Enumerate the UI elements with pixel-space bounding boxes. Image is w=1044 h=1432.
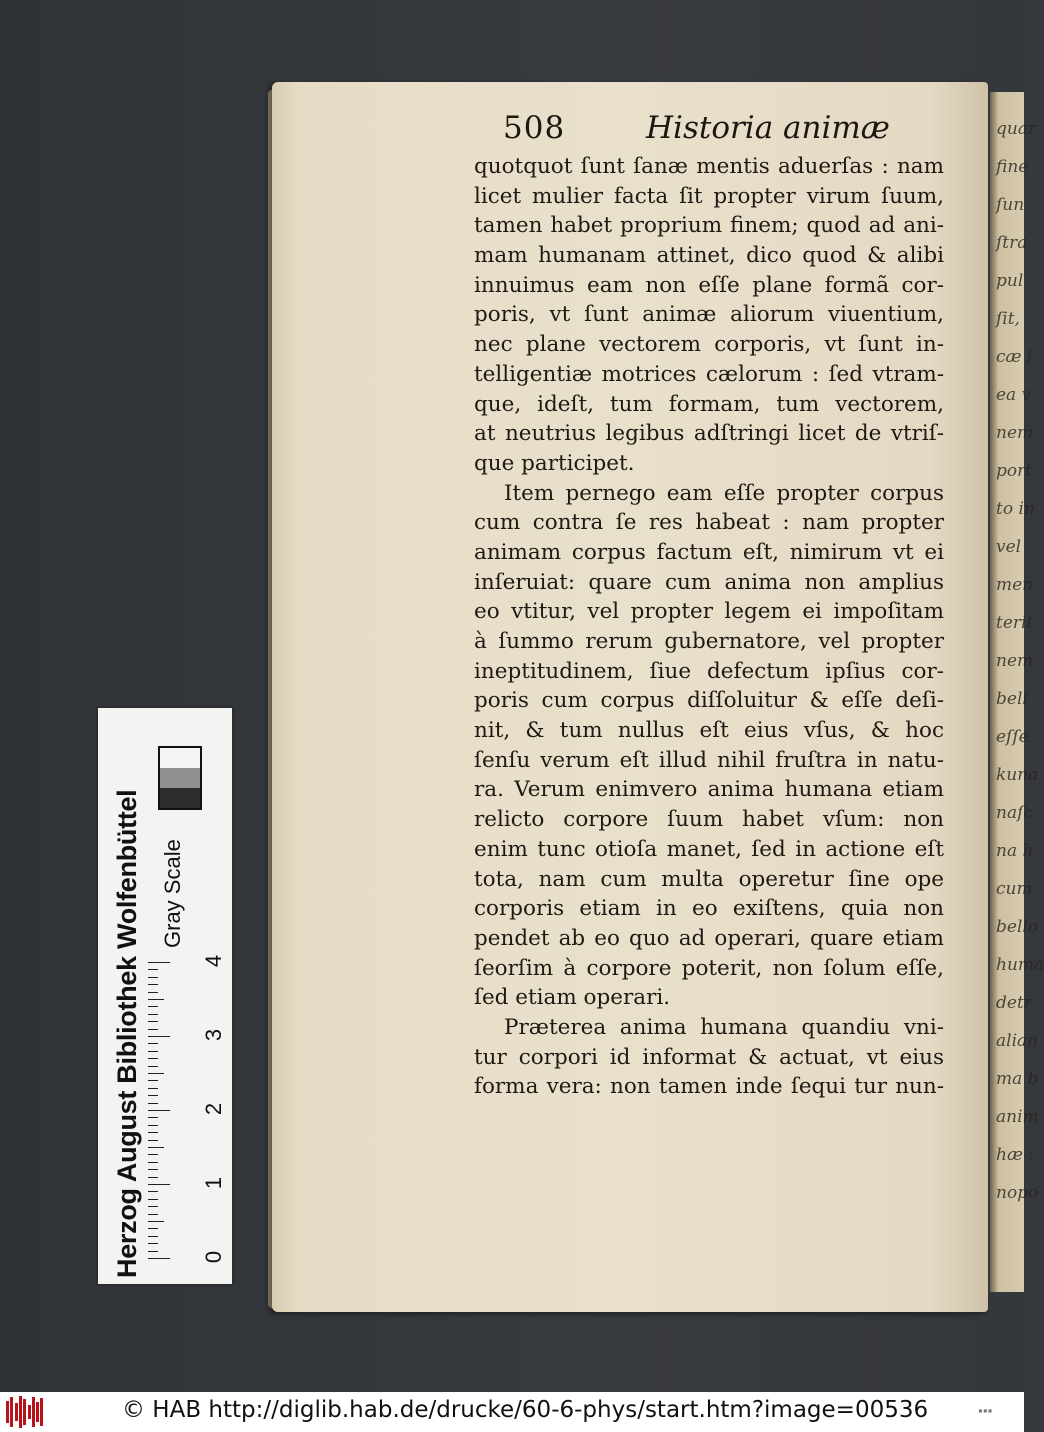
facing-page-fragment: pul: [996, 271, 1024, 291]
facing-page-fragment: vel: [996, 537, 1022, 557]
facing-page-fragment: kuna: [996, 765, 1039, 785]
text-line: telligentiæ motrices cælorum : ſed vtram-: [474, 361, 944, 387]
ruler-tick: [148, 1228, 158, 1229]
facing-page-fragment: eſſe: [996, 727, 1029, 747]
text-line: nit, & tum nullus eſt eius vſus, & hoc: [474, 718, 944, 744]
ruler-number: 0: [201, 1250, 227, 1264]
logo-bar: [32, 1397, 35, 1427]
facing-page-fragment: ma b: [996, 1069, 1039, 1089]
ruler-tick: [148, 1206, 158, 1207]
facing-page-fragment: ſit,: [996, 309, 1020, 329]
ruler-tick: [148, 1043, 158, 1044]
ruler-tick: [148, 977, 158, 978]
ruler-tick: [148, 1199, 158, 1200]
ruler-tick: [148, 1132, 158, 1133]
ruler-tick: [148, 1162, 158, 1163]
text-line: poris, vt ſunt animæ aliorum viuentium,: [474, 302, 944, 328]
text-line: ineptitudinem, ſiue defectum ipſius cor-: [474, 658, 944, 684]
facing-page-fragment: anim: [996, 1107, 1039, 1127]
text-line: ſenſu verum eſt illud nihil fruſtra in natu-: [474, 747, 944, 773]
text-line: eo vtitur, vel propter legem ei impoſitam: [474, 599, 944, 625]
facing-page-fragment: hæ :: [996, 1145, 1035, 1165]
facing-page-fragment: bello: [996, 917, 1039, 937]
page-header: [503, 110, 953, 150]
text-line: Item pernego eam eſſe propter corpus: [504, 480, 944, 506]
running-title: Historia animæ: [646, 110, 890, 146]
facing-page-fragment: cum: [996, 879, 1033, 899]
ruler-tick: [148, 1191, 158, 1192]
ruler-number: 3: [201, 1028, 227, 1042]
logo-bar: [10, 1397, 13, 1427]
facing-page-fragment: nem: [996, 651, 1034, 671]
ruler-institution-label: Herzog August Bibliothek Wolfenbüttel: [112, 789, 142, 1278]
text-line: que, ideſt, tum formam, tum vectorem,: [474, 391, 944, 417]
facing-page-fragment: cæ i: [996, 347, 1033, 367]
text-line: enim tunc otioſa manet, ſed in actione eſt: [474, 836, 944, 862]
ruler-tick: [148, 1014, 158, 1015]
ruler-tick: [148, 999, 164, 1000]
ruler-tick: [148, 1036, 170, 1037]
logo-bar: [15, 1403, 18, 1421]
facing-page-fragment: quar: [996, 119, 1037, 139]
ruler-tick: [148, 1103, 158, 1104]
facing-page-fragment: huma: [996, 955, 1044, 975]
gray-swatch: [160, 788, 200, 808]
text-line: Præterea anima humana quandiu vni-: [504, 1014, 944, 1040]
ruler-tick: [148, 1147, 164, 1148]
text-line: animam corpus factum eſt, nimirum vt ei: [474, 539, 944, 565]
ruler-tick: [148, 1154, 158, 1155]
text-line: tamen habet proprium finem; quod ad ani-: [474, 213, 944, 239]
text-line: nec plane vectorem corporis, vt ſunt in-: [474, 332, 944, 358]
ruler-number: 1: [201, 1176, 227, 1190]
ruler-tick: [148, 1117, 158, 1118]
footer-bar: [0, 1392, 1024, 1432]
text-line: relicto corpore ſuum habet vſum: non: [474, 807, 944, 833]
ruler-tick: [148, 1177, 158, 1178]
facing-page-fragment: nopo: [996, 1183, 1039, 1203]
text-line: à ſummo rerum gubernatore, vel propter: [474, 629, 944, 654]
facing-page-fragment: nem: [996, 423, 1034, 443]
logo-bar: [36, 1402, 39, 1422]
ruler-tick: [148, 1236, 158, 1237]
ruler-tick: [148, 1125, 158, 1126]
facing-page-fragment: ſtra: [996, 233, 1028, 253]
ruler-tick: [148, 969, 158, 970]
ruler-tick: [148, 1095, 158, 1096]
ruler-tick: [148, 1251, 158, 1252]
ruler-number: 2: [201, 1102, 227, 1116]
text-line: quotquot ſunt ſanæ mentis aduerſas : nam: [474, 154, 944, 179]
text-line: innuimus eam non eſſe plane formã cor-: [474, 272, 944, 298]
ruler-tick: [148, 1066, 158, 1067]
page-number: 508: [503, 110, 566, 146]
text-line: pendet ab eo quo ad operari, quare etiam: [474, 925, 944, 951]
ruler-tick: [148, 1021, 158, 1022]
facing-page-fragment: port: [996, 461, 1033, 481]
ruler-tick: [148, 1051, 158, 1052]
logo-bar: [19, 1396, 22, 1428]
ruler-tick: [148, 1029, 158, 1030]
text-line: cum contra ſe res habeat : nam propter: [474, 510, 944, 536]
ruler-tick: [148, 1140, 158, 1141]
ruler-tick: [148, 1221, 164, 1222]
text-line: que participet.: [474, 450, 635, 476]
facing-page-fragment: fine: [996, 157, 1029, 177]
ruler-tick: [148, 1214, 158, 1215]
gray-scale-label: Gray Scale: [160, 839, 185, 948]
gray-scale-swatches: [158, 746, 202, 810]
gray-swatch: [160, 768, 200, 788]
text-line: poris cum corpus diſſoluitur & eſſe deſi-: [474, 688, 944, 714]
ruler-tick: [148, 992, 158, 993]
text-line: at neutrius legibus adſtringi licet de vtriſ-: [474, 421, 944, 447]
ruler-tick: [148, 1110, 170, 1111]
facing-page-fragment: to in: [996, 499, 1035, 519]
facing-page-text: [996, 110, 1044, 1203]
ruler-tick: [148, 1073, 164, 1074]
text-line: ſed etiam operari.: [474, 985, 671, 1011]
text-line: tota, nam cum multa operetur ſine ope: [474, 866, 944, 892]
ruler-tick: [148, 1169, 158, 1170]
logo-bar: [40, 1398, 43, 1426]
ruler-tick: [148, 1058, 158, 1059]
ruler-tick: [148, 1006, 158, 1007]
ruler-tick: [148, 1184, 170, 1185]
facing-page-fragment: ea v: [996, 385, 1032, 405]
gray-swatch: [160, 748, 200, 768]
text-line: ſeorſim à corpore poterit, non ſolum eſſe,: [474, 955, 944, 981]
ruler-tick: [148, 1258, 170, 1259]
facing-page-fragment: na h: [996, 841, 1034, 861]
facing-page-fragment: terit: [996, 613, 1034, 633]
ruler-tick: [148, 1243, 158, 1244]
page-text: [474, 152, 944, 1102]
logo-bar: [23, 1399, 26, 1425]
text-line: corporis etiam in eo exiſtens, quia non: [474, 896, 944, 922]
text-line: forma vera: non tamen inde ſequi tur nun-: [474, 1074, 944, 1100]
facing-page-fragment: bell: [996, 689, 1028, 709]
facing-page-fragment: detr: [996, 993, 1032, 1013]
text-line: inſeruiat: quare cum anima non amplius: [474, 569, 944, 595]
ruler-tick: [148, 1080, 158, 1081]
text-line: mam humanam attinet, dico quod & alibi: [474, 243, 944, 269]
ruler-ticks: [148, 954, 227, 1264]
facing-page-fragment: men: [996, 575, 1034, 595]
facing-page-fragment: ſun: [996, 195, 1025, 215]
copyright-url: © HAB http://diglib.hab.de/drucke/60-6-phys/start.htm?image=00536: [122, 1397, 929, 1423]
hab-logo-icon: [6, 1396, 46, 1428]
text-line: licet mulier facta ſit propter virum ſuum,: [474, 183, 944, 209]
logo-bar: [6, 1401, 9, 1423]
footer-dots-icon: ▪▪▪: [978, 1406, 993, 1415]
ruler-tick: [148, 984, 158, 985]
text-line: ra. Verum enimvero anima humana etiam: [474, 777, 944, 803]
ruler-number: 4: [201, 954, 227, 968]
facing-page-fragment: naſc: [996, 803, 1033, 823]
logo-bar: [28, 1405, 31, 1419]
ruler-tick: [148, 962, 170, 963]
text-line: tur corpori id informat & actuat, vt eius: [474, 1044, 944, 1070]
facing-page-fragment: alian: [996, 1031, 1039, 1051]
ruler-tick: [148, 1088, 158, 1089]
